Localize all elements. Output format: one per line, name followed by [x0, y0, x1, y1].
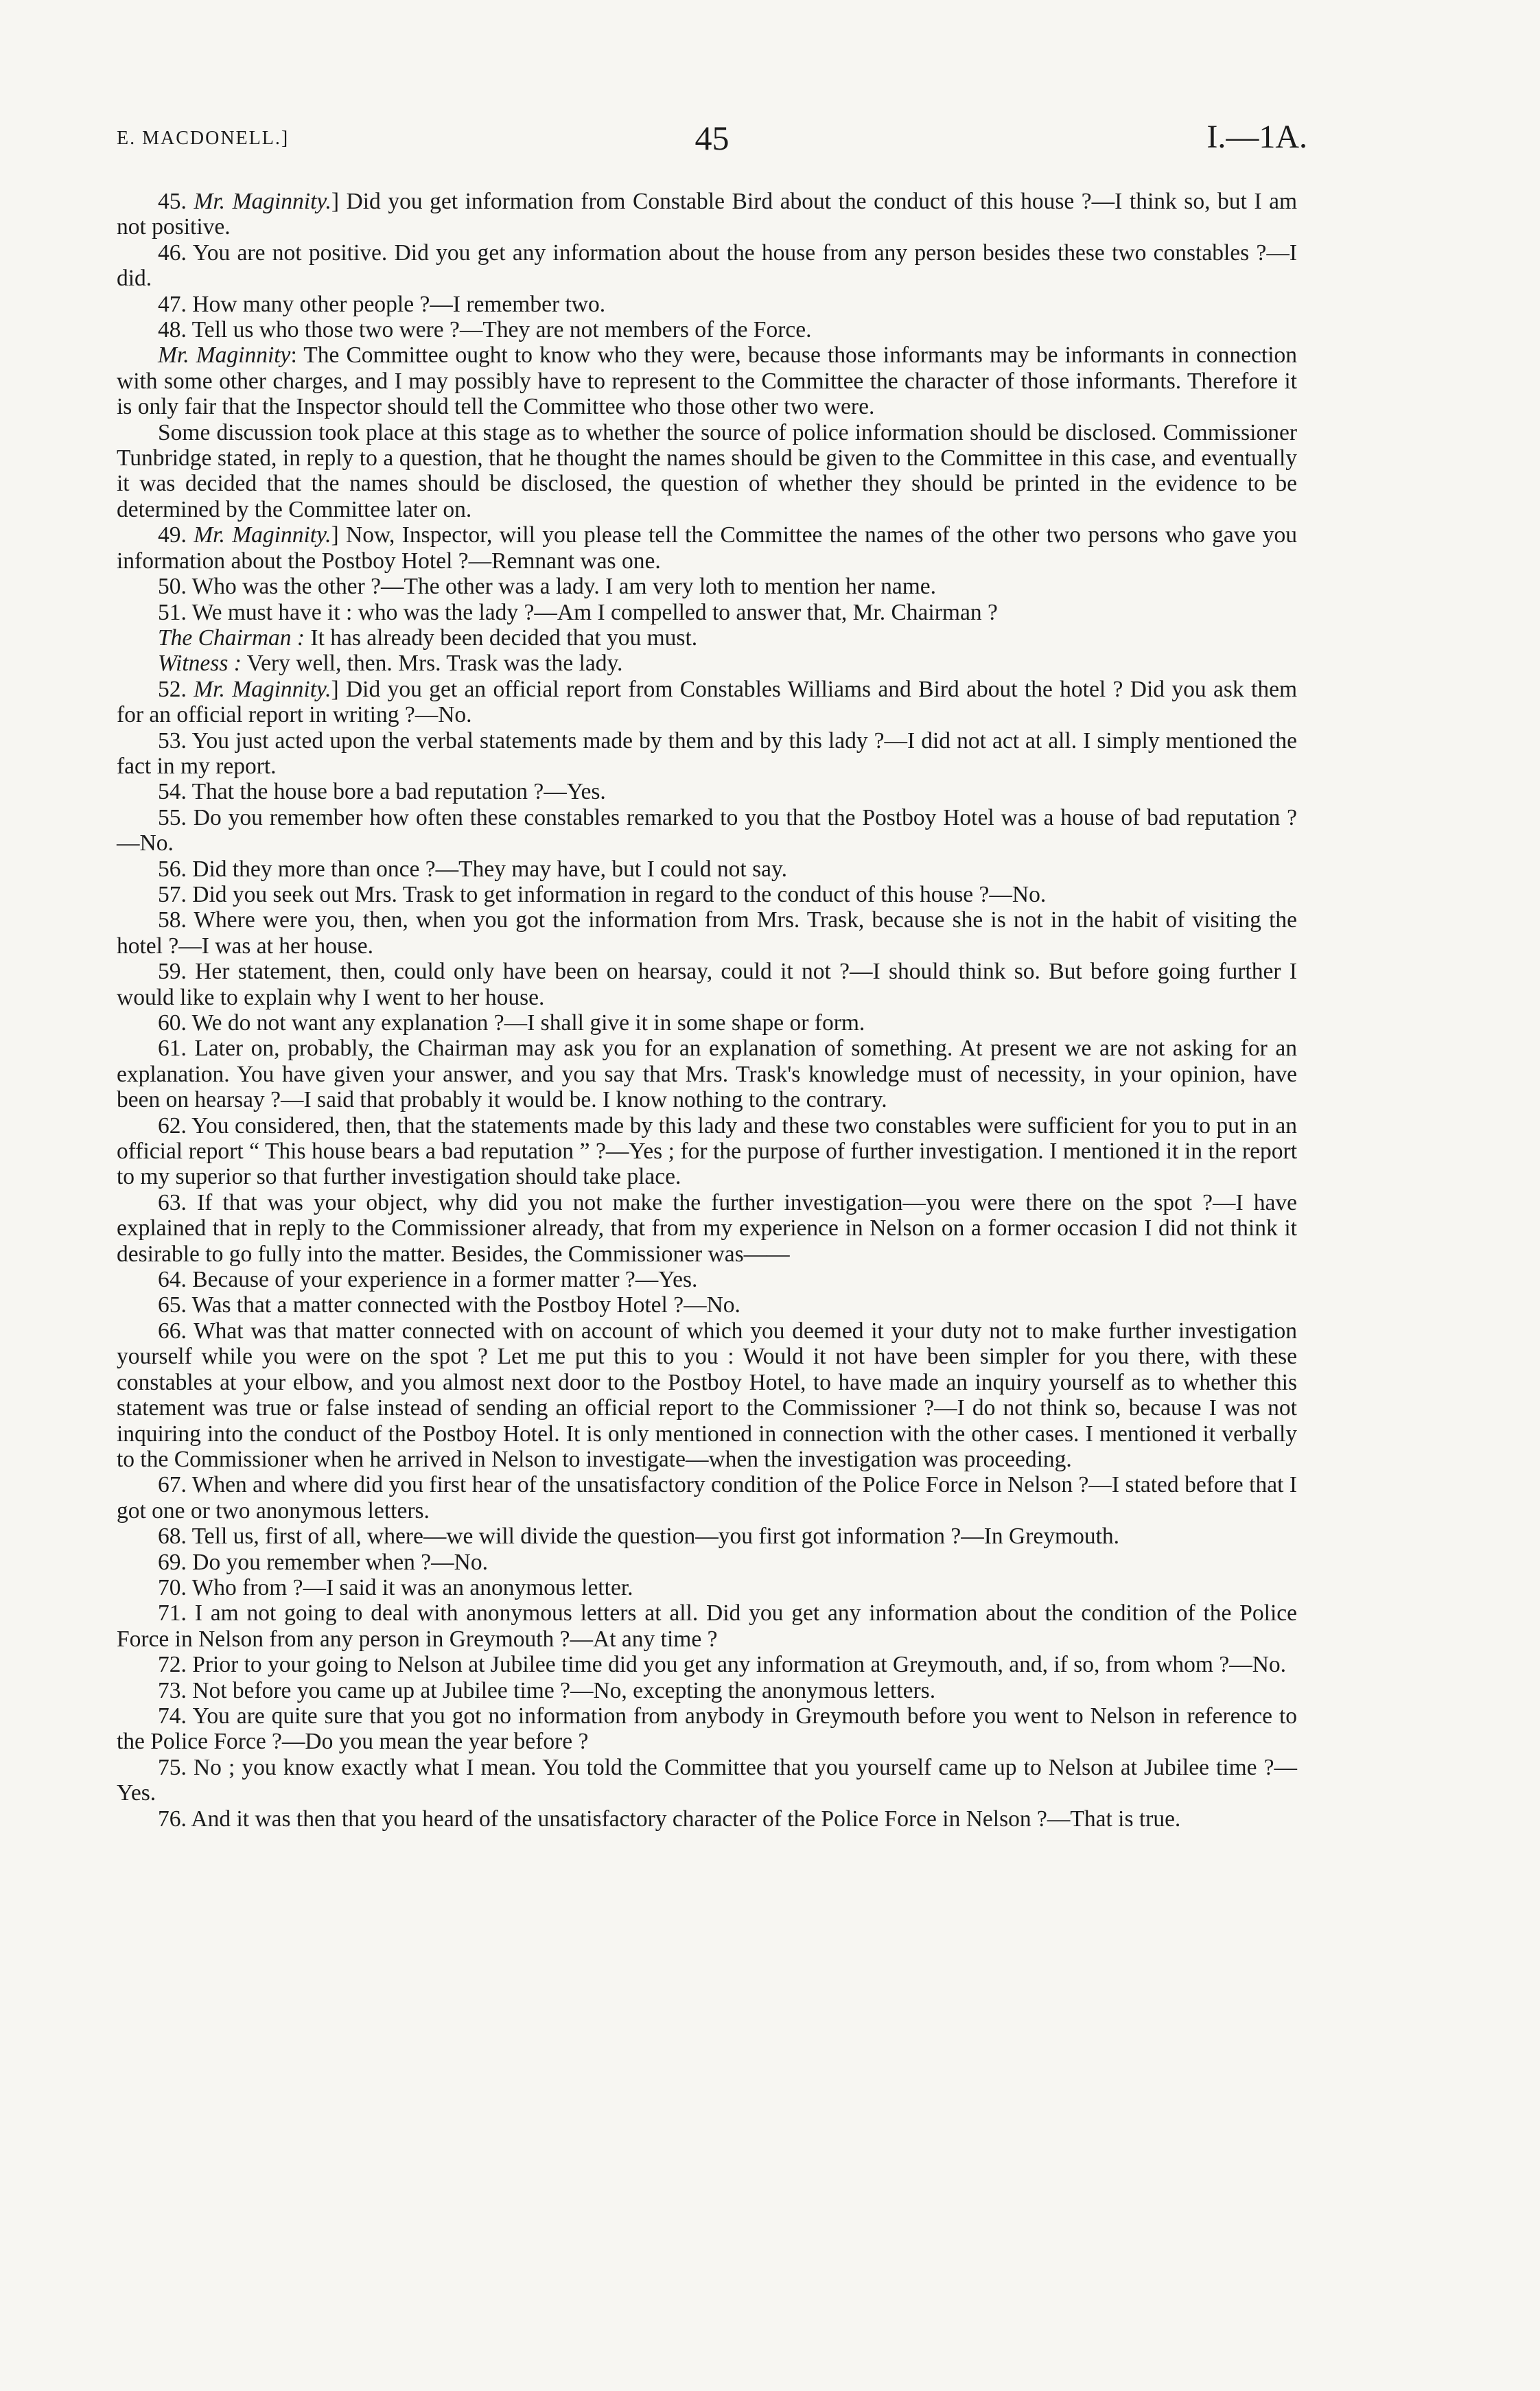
transcript-paragraph [117, 1190, 1297, 1267]
transcript-paragraph [117, 959, 1297, 1010]
page-number: 45 [695, 119, 730, 157]
transcript-paragraph [117, 856, 1297, 882]
paragraph-text: 53. You just acted upon the verbal statements made by them and by this lady ?—I did not act at all. I simply mentioned the fact in my report. [117, 727, 1297, 779]
speaker-label: Mr. Maginnity. [194, 676, 331, 702]
transcript-paragraph [117, 1010, 1297, 1036]
transcript-paragraph [117, 1550, 1297, 1575]
transcript-paragraph [117, 522, 1297, 574]
paragraph-text: : The Committee ought to know who they were, because those informants may be informants in connection with some other charges, and I may possibly have to represent to the Committee the character of those informants. Therefore it is only fair that the Inspector should tell the Committee who those other two were. [117, 342, 1297, 420]
question-number: 52. [158, 676, 194, 702]
transcript-paragraph [117, 1703, 1297, 1755]
transcript-paragraph [117, 907, 1297, 959]
paragraph-text: 66. What was that matter connected with on account of which you deemed it your duty not to make further investigation yourself while you were on the spot ? Let me put this to you : Would it not have been simpler for you there, with these constables at your elbow, and you almost next door to the Postboy Hotel, to have made an inquiry yourself as to whether this statement was true or false instead of sending an official report to the Commissioner ?—I do not think so, because I was not inquiring into the conduct of the Postboy Hotel. It is only mentioned in connection with the other cases. I mentioned it verbally to the Commissioner when he arrived in Nelson to investigate—when the investigation was proceeding. [117, 1318, 1297, 1472]
paragraph-text: 54. That the house bore a bad reputation ?—Yes. [158, 779, 606, 805]
paragraph-text: 64. Because of your experience in a former matter ?—Yes. [158, 1267, 698, 1293]
transcript-paragraph [117, 1524, 1297, 1549]
transcript-paragraph [117, 420, 1297, 523]
transcript-paragraph [117, 882, 1297, 907]
paragraph-text: 60. We do not want any explanation ?—I shall give it in some shape or form. [158, 1010, 865, 1036]
speaker-label: Mr. Maginnity. [194, 189, 331, 214]
paragraph-text: 47. How many other people ?—I remember two. [158, 291, 606, 317]
page-header [117, 118, 1307, 159]
speaker-label: The Chairman : [158, 625, 305, 651]
transcript-paragraph [117, 1318, 1297, 1472]
transcript-paragraph [117, 1652, 1297, 1677]
speaker-label: Witness : [158, 651, 242, 677]
question-number: 45. [158, 189, 194, 214]
paragraph-text: 46. You are not positive. Did you get any information about the house from any person besides these two constables ?—I did. [117, 240, 1297, 292]
transcript-paragraph [117, 1600, 1297, 1652]
paragraph-text: 76. And it was then that you heard of the unsatisfactory character of the Police Force in Nelson ?—That is true. [158, 1806, 1181, 1832]
transcript-paragraph [117, 1292, 1297, 1318]
transcript-paragraph [117, 677, 1297, 728]
transcript-paragraph [117, 1678, 1297, 1703]
paragraph-text: 51. We must have it : who was the lady ?—Am I compelled to answer that, Mr. Chairman ? [158, 599, 998, 625]
transcript-paragraph [117, 342, 1297, 419]
paragraph-text: 74. You are quite sure that you got no information from anybody in Greymouth before you went to Nelson in reference to the Police Force ?—Do you mean the year before ? [117, 1703, 1297, 1755]
paragraph-text: 67. When and where did you first hear of the unsatisfactory condition of the Police Force in Nelson ?—I stated before that I got one or two anonymous letters. [117, 1472, 1297, 1524]
paragraph-text: 73. Not before you came up at Jubilee time ?—No, excepting the anonymous letters. [158, 1677, 936, 1703]
transcript-paragraph [117, 292, 1297, 317]
transcript-paragraph [117, 1755, 1297, 1806]
paragraph-text: 70. Who from ?—I said it was an anonymous letter. [158, 1574, 633, 1600]
transcript-paragraph [117, 1575, 1297, 1600]
transcript-paragraph [117, 574, 1297, 599]
speaker-label: Mr. Maginnity [158, 342, 291, 369]
paragraph-text: 75. No ; you know exactly what I mean. You told the Committee that you yourself came up to Nelson at Jubilee time ?—Yes. [117, 1754, 1297, 1806]
transcript-paragraph [117, 600, 1297, 625]
paragraph-text: ] Now, Inspector, will you please tell the Committee the names of the other two persons who gave you information about the Postboy Hotel ?—Remnant was one. [117, 522, 1298, 574]
paragraph-text: ] Did you get information from Constable Bird about the conduct of this house ?—I think so, but I am not positive. [117, 189, 1298, 240]
paragraph-text: Some discussion took place at this stage as to whether the source of police information should be disclosed. Commissioner Tunbridge stated, in reply to a question, that he thought the names should be given to the Committee in this case, and eventually it was decided that the names should be disclosed, the question of whether they should be printed in the evidence to be determined by the Committee later on. [117, 419, 1297, 522]
paragraph-text: 63. If that was your object, why did you not make the further investigation—you were there on the spot ?—I have explained that in reply to the Commissioner already, that from my experience in Nelson on a former occasion I did not think it desirable to go fully into the matter. Besides, the Commissioner was—— [117, 1189, 1297, 1267]
paragraph-text: 72. Prior to your going to Nelson at Jubilee time did you get any information at Greymouth, and, if so, from whom ?—No. [158, 1652, 1287, 1678]
transcript-paragraph [117, 189, 1297, 240]
transcript-paragraph [117, 1036, 1297, 1112]
transcript-paragraph [117, 1113, 1297, 1190]
paragraph-text: 71. I am not going to deal with anonymous letters at all. Did you get any information about the condition of the Police Force in Nelson from any person in Greymouth ?—At any time ? [117, 1600, 1297, 1652]
paragraph-text: 62. You considered, then, that the statements made by this lady and these two constables were sufficient for you to put in an official report “ This house bears a bad reputation ” ?—Yes ; for the purpose of further investigation. I mentioned it in the report to my superior so that further investigation should take place. [117, 1112, 1297, 1190]
paragraph-text: 68. Tell us, first of all, where—we will divide the question—you first got information ?—In Greymouth. [158, 1524, 1119, 1550]
transcript-paragraph [117, 317, 1297, 342]
paragraph-text: 50. Who was the other ?—The other was a lady. I am very loth to mention her name. [158, 574, 937, 600]
transcript-paragraph [117, 728, 1297, 780]
paragraph-text: 48. Tell us who those two were ?—They are not members of the Force. [158, 317, 812, 343]
transcript-paragraph [117, 805, 1297, 856]
question-number: 49. [158, 522, 194, 548]
paragraph-text: It has already been decided that you must. [305, 625, 698, 651]
paragraph-text: 55. Do you remember how often these constables remarked to you that the Postboy Hotel was a house of bad reputation ?—No. [117, 804, 1297, 856]
transcript-paragraph [117, 779, 1297, 804]
paragraph-text: 59. Her statement, then, could only have been on hearsay, could it not ?—I should think so. But before going further I would like to explain why I went to her house. [117, 959, 1297, 1010]
paragraph-text: ] Did you get an official report from Constables Williams and Bird about the hotel ? Did you ask them for an official report in writing ?—No. [117, 676, 1298, 728]
document-reference: I.—1A. [1206, 119, 1307, 155]
paragraph-text: 61. Later on, probably, the Chairman may ask you for an explanation of something. At present we are not asking for an explanation. You have given your answer, and you say that Mrs. Trask's knowledge must of necessity, in your opinion, have been on hearsay ?—I said that probably it would be. I know nothing to the contrary. [117, 1036, 1297, 1113]
transcript-paragraph [117, 625, 1297, 651]
paragraph-text: 58. Where were you, then, when you got the information from Mrs. Trask, because she is not in the habit of visiting the hotel ?—I was at her house. [117, 907, 1297, 959]
paragraph-text: 69. Do you remember when ?—No. [158, 1549, 488, 1575]
paragraph-text: Very well, then. Mrs. Trask was the lady. [241, 651, 623, 677]
speaker-label: Mr. Maginnity. [194, 522, 331, 548]
transcript-paragraph [117, 1806, 1297, 1832]
paragraph-text: 56. Did they more than once ?—They may have, but I could not say. [158, 856, 787, 882]
transcript-paragraph [117, 1472, 1297, 1524]
header-witness-name: E. MACDONELL.] [117, 128, 290, 149]
paragraph-text: 57. Did you seek out Mrs. Trask to get information in regard to the conduct of this house ?—No. [158, 881, 1047, 907]
transcript-paragraph [117, 651, 1297, 676]
paragraph-text: 65. Was that a matter connected with the Postboy Hotel ?—No. [158, 1292, 740, 1318]
transcript-body [117, 189, 1297, 1832]
transcript-paragraph [117, 240, 1297, 292]
transcript-paragraph [117, 1267, 1297, 1292]
